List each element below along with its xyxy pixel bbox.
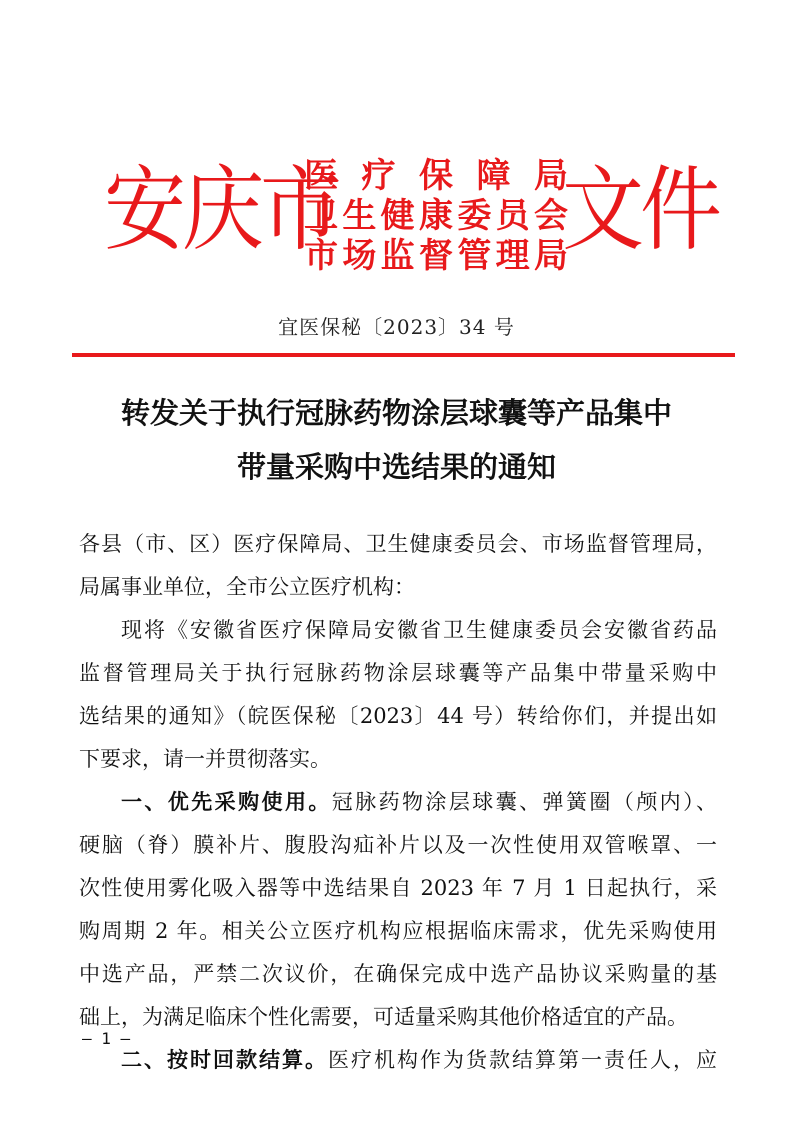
- header-agency-2: 卫生健康委员会: [304, 196, 568, 236]
- header-agencies: [304, 156, 568, 276]
- document-header: [0, 138, 793, 288]
- section-2-text: 医疗机构作为货款结算第一责任人，应: [328, 1048, 717, 1072]
- document-number: 宜医保秘〔2023〕34 号: [278, 315, 515, 339]
- document-body: [79, 523, 717, 1082]
- section-heading-1: 一、优先采购使用。: [121, 790, 332, 814]
- header-city: 安庆市: [104, 157, 339, 264]
- body-line: 局属事业单位，全市公立医疗机构：: [79, 575, 415, 599]
- red-divider: [72, 353, 735, 357]
- header-agency-3: 市场监督管理局: [304, 236, 568, 276]
- body-line: 础上，为满足临床个性化需要，可适量采购其他价格适宜的产品。: [79, 1005, 688, 1029]
- header-document-word: 文件: [562, 157, 719, 264]
- page-number: — 1 —: [82, 1029, 131, 1048]
- body-line: 各县（市、区）医疗保障局、卫生健康委员会、市场监督管理局，: [79, 532, 717, 556]
- body-line: 购周期 2 年。相关公立医疗机构应根据临床需求，优先采购使用: [79, 919, 717, 943]
- body-line: 中选产品，严禁二次议价，在确保完成中选产品协议采购量的基: [79, 962, 717, 986]
- document-title-line-1: 转发关于执行冠脉药物涂层球囊等产品集中: [120, 396, 672, 430]
- body-line: 现将《安徽省医疗保障局安徽省卫生健康委员会安徽省药品: [121, 618, 717, 642]
- body-line-section-2: [79, 1039, 717, 1082]
- body-line-section-1: [79, 781, 717, 824]
- body-line: 次性使用雾化吸入器等中选结果自 2023 年 7 月 1 日起执行，采: [79, 876, 717, 900]
- header-agency-1: 医疗保障局: [304, 156, 568, 196]
- body-line: 监督管理局关于执行冠脉药物涂层球囊等产品集中带量采购中: [79, 661, 717, 685]
- body-line: 选结果的通知》（皖医保秘〔2023〕44 号）转给你们，并提出如: [79, 704, 717, 728]
- body-line: 下要求，请一并贯彻落实。: [79, 747, 331, 771]
- document-title-line-2: 带量采购中选结果的通知: [236, 450, 556, 484]
- body-line: 硬脑（脊）膜补片、腹股沟疝补片以及一次性使用双管喉罩、一: [79, 833, 717, 857]
- section-heading-2: 二、按时回款结算。: [121, 1048, 328, 1072]
- section-1-text: 冠脉药物涂层球囊、弹簧圈（颅内）、: [331, 790, 717, 814]
